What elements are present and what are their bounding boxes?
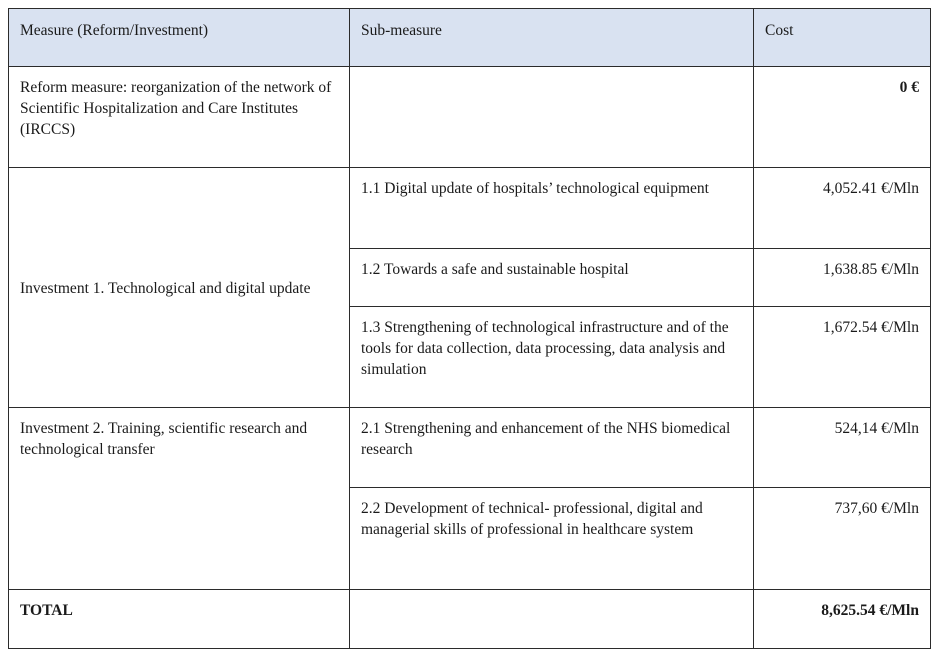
sub-measure-1-3: 1.3 Strengthening of technological infrastructure and of the tools for data collection, data processing, data analysis and simulation [350, 307, 754, 408]
reform-cost-cell: 0 € [754, 67, 931, 168]
investment2-measure-cell: Investment 2. Training, scientific research and technological transfer [9, 408, 350, 590]
cost-2-1: 524,14 €/Mln [754, 408, 931, 488]
reform-sub-measure-cell [350, 67, 754, 168]
cost-1-2: 1,638.85 €/Mln [754, 249, 931, 307]
header-cost: Cost [754, 9, 931, 67]
table-row-total [9, 590, 931, 649]
cost-1-1: 4,052.41 €/Mln [754, 168, 931, 249]
sub-measure-2-2: 2.2 Development of technical- professional, digital and managerial skills of professional in healthcare system [350, 488, 754, 590]
sub-measure-1-1: 1.1 Digital update of hospitals’ technological equipment [350, 168, 754, 249]
header-sub-measure: Sub-measure [350, 9, 754, 67]
table-row-1-1 [9, 168, 931, 249]
total-sub-measure-cell [350, 590, 754, 649]
header-measure: Measure (Reform/Investment) [9, 9, 350, 67]
investment1-measure-cell: Investment 1. Technological and digital update [9, 168, 350, 408]
table-row-2-1 [9, 408, 931, 488]
cost-table-container [8, 8, 930, 649]
table-row-reform [9, 67, 931, 168]
sub-measure-2-1: 2.1 Strengthening and enhancement of the NHS biomedical research [350, 408, 754, 488]
total-cost-cell: 8,625.54 €/Mln [754, 590, 931, 649]
cost-1-3: 1,672.54 €/Mln [754, 307, 931, 408]
reform-measure-cell: Reform measure: reorganization of the network of Scientific Hospitalization and Care Institutes (IRCCS) [9, 67, 350, 168]
table-header-row [9, 9, 931, 67]
total-label-cell: TOTAL [9, 590, 350, 649]
cost-table [8, 8, 931, 649]
cost-2-2: 737,60 €/Mln [754, 488, 931, 590]
sub-measure-1-2: 1.2 Towards a safe and sustainable hospital [350, 249, 754, 307]
